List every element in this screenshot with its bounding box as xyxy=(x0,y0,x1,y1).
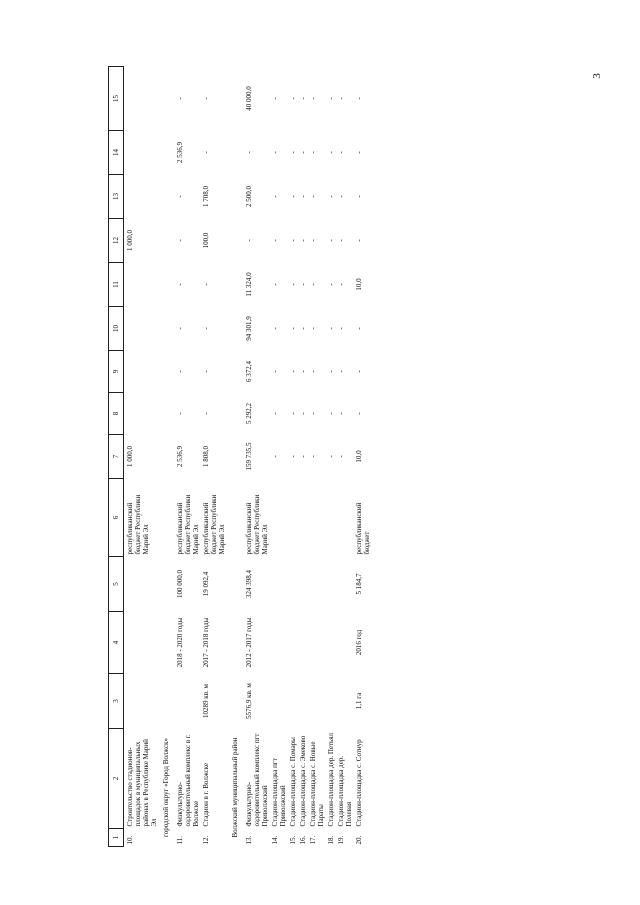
table-cell-c7: - xyxy=(288,455,297,458)
table-cell-c10: - xyxy=(298,327,307,330)
table-cell-c7: 1 808,0 xyxy=(202,446,211,467)
table-cell-c1: 11. xyxy=(176,836,185,845)
table-cell-c5: 19 092,4 xyxy=(202,571,211,597)
table-cell-c11: - xyxy=(270,283,279,286)
column-number-cell: 10 xyxy=(109,307,124,351)
table-cell-c2: Стадион-площадка с. Помары xyxy=(288,737,297,827)
table-cell-c9: - xyxy=(355,370,364,373)
table-cell-c11: - xyxy=(308,283,317,286)
table-cell-c7: - xyxy=(337,455,346,458)
table-cell-c13: - xyxy=(288,195,297,198)
table-cell-c1: 18. xyxy=(326,835,335,845)
table-cell-c1: 15. xyxy=(288,835,297,845)
table-cell-c3 xyxy=(174,674,200,729)
table-cell-c12: - xyxy=(326,239,335,242)
table-cell-c2: Стадион-площадка с. Сотнур xyxy=(355,739,364,827)
table-cell-c12: - xyxy=(270,239,279,242)
table-cell-c5 xyxy=(124,557,159,612)
table-cell-c3 xyxy=(297,674,307,729)
table-cell-c7: - xyxy=(308,455,317,458)
section-heading-row xyxy=(227,67,243,847)
table-cell-c2: Стадион в г. Волжске xyxy=(202,763,211,827)
table-cell-c15: - xyxy=(298,97,307,100)
table-body xyxy=(124,67,372,847)
table-cell-c15: - xyxy=(337,97,346,100)
table-cell-c2: Строительство стадионов-площадок в муниципальных районах в Республике Марий Эл xyxy=(126,739,159,827)
table-cell-c15 xyxy=(124,67,159,131)
table-cell-c14: - xyxy=(288,151,297,154)
table-cell-c15: - xyxy=(288,97,297,100)
table-cell-c14: - xyxy=(202,151,211,154)
table-row xyxy=(335,67,353,847)
column-number-cell: 1 xyxy=(109,829,124,847)
table-cell-c1: 12. xyxy=(202,835,211,845)
column-number-cell: 2 xyxy=(109,729,124,829)
table-cell-c9: - xyxy=(202,370,211,373)
table-cell-c1: 14. xyxy=(270,835,279,845)
table-cell-c13: - xyxy=(308,195,317,198)
table-cell-c9: - xyxy=(326,370,335,373)
table-cell-c2: Физкультурно-оздоровительный комплекс пгт Приволжский xyxy=(244,733,269,827)
table-cell-c2: Физкультурно-оздоровительный комплекс в г. Волжске xyxy=(176,734,201,827)
table-cell-c9: - xyxy=(308,370,317,373)
table-cell-c9: - xyxy=(298,370,307,373)
table-cell-c6 xyxy=(335,479,353,557)
table-row xyxy=(307,67,325,847)
table-cell-c8: - xyxy=(202,412,211,415)
table-cell-c4 xyxy=(307,612,325,674)
page-number: 3 xyxy=(590,73,603,79)
table-cell-c12: 100,0 xyxy=(202,232,211,249)
table-cell-c8: - xyxy=(337,412,346,415)
table-cell-c6: республиканский бюджет Республики Марий Эл xyxy=(202,494,227,555)
table-cell-c11: - xyxy=(202,283,211,286)
table-cell-c3: 1,1 га xyxy=(355,692,364,710)
table-cell-c6 xyxy=(325,479,335,557)
data-table xyxy=(108,66,371,847)
table-cell-c4: 2018 - 2020 годы xyxy=(176,617,185,668)
table-cell-c2: Стадион-площадка дер. Полевая xyxy=(337,755,354,827)
table-cell-c8: - xyxy=(308,412,317,415)
table-cell-c9: 6 372,4 xyxy=(244,361,253,382)
table-cell-c14: - xyxy=(298,151,307,154)
table-cell-c7: - xyxy=(326,455,335,458)
table-cell-c7: 10,0 xyxy=(355,450,364,463)
table-cell-c9: - xyxy=(337,370,346,373)
table-cell-c11: - xyxy=(337,283,346,286)
table-cell-c11: 10,0 xyxy=(355,278,364,291)
column-number-cell: 9 xyxy=(109,351,124,393)
table-cell-c8: - xyxy=(288,412,297,415)
table-cell-c4 xyxy=(269,612,287,674)
table-cell-c12: - xyxy=(244,239,253,242)
table-cell-c1: 10. xyxy=(126,835,134,845)
table-row xyxy=(200,67,226,847)
table-cell-c8: 5 292,2 xyxy=(244,403,253,424)
table-cell-c13: - xyxy=(326,195,335,198)
table-cell-c6: республиканский бюджет Республики Марий Эл xyxy=(126,494,151,555)
table-cell-c1: 16. xyxy=(298,835,307,845)
table-cell-c7: 2 536,9 xyxy=(176,446,185,467)
table-cell-c6 xyxy=(297,479,307,557)
table-cell-c8: - xyxy=(355,412,364,415)
table-cell-c5 xyxy=(325,557,335,612)
table-cell-c10: - xyxy=(355,327,364,330)
table-container xyxy=(108,67,608,847)
table-cell-c12: - xyxy=(355,239,364,242)
table-cell-c12: - xyxy=(337,239,346,242)
table-cell-c10: - xyxy=(202,327,211,330)
table-cell-c10: - xyxy=(176,327,185,330)
table-cell-c14: 2 536,9 xyxy=(176,142,185,163)
table-cell-c9: - xyxy=(288,370,297,373)
table-cell-c14 xyxy=(124,131,159,175)
table-cell-c15: 40 000,0 xyxy=(244,86,253,111)
table-row xyxy=(325,67,335,847)
table-row xyxy=(353,67,371,847)
table-cell-c3 xyxy=(307,674,325,729)
table-cell-c4: 2012 - 2017 годы xyxy=(244,617,253,668)
table-cell-c4 xyxy=(124,612,159,674)
table-cell-c5 xyxy=(307,557,325,612)
column-number-row xyxy=(109,67,124,847)
table-cell-c12: - xyxy=(288,239,297,242)
table-cell-c13: 2 500,0 xyxy=(244,186,253,207)
table-cell-c11 xyxy=(124,263,159,307)
table-cell-c12: 1 000,0 xyxy=(126,230,134,251)
column-number-cell: 7 xyxy=(109,435,124,479)
table-cell-c8: - xyxy=(298,412,307,415)
table-cell-c3 xyxy=(287,674,297,729)
table-cell-c15: - xyxy=(308,97,317,100)
table-cell-c8: - xyxy=(270,412,279,415)
table-cell-c2: Стадион-площадка дер. Петьял xyxy=(326,733,335,827)
table-cell-c9: - xyxy=(270,370,279,373)
table-cell-c3: 5576,9 кв. м xyxy=(244,683,253,719)
table-cell-c12: - xyxy=(176,239,185,242)
table-cell-c4 xyxy=(325,612,335,674)
table-cell-c11: - xyxy=(176,283,185,286)
column-number-cell: 3 xyxy=(109,674,124,729)
table-cell-c13: - xyxy=(337,195,346,198)
column-number-cell: 15 xyxy=(109,67,124,131)
table-cell-c3 xyxy=(325,674,335,729)
table-cell-c6 xyxy=(307,479,325,557)
table-cell-c11: 11 324,0 xyxy=(244,272,253,297)
table-row xyxy=(287,67,297,847)
table-cell-c10: - xyxy=(308,327,317,330)
table-cell-c8 xyxy=(124,393,159,435)
table-cell-c3 xyxy=(124,674,159,729)
table-cell-c5: 5 184,7 xyxy=(355,573,364,595)
table-cell-c14: - xyxy=(244,151,253,154)
table-cell-c4 xyxy=(287,612,297,674)
column-number-cell: 5 xyxy=(109,557,124,612)
table-cell-c2: Стадион-площадка с. Эмеково xyxy=(298,735,307,827)
table-row xyxy=(297,67,307,847)
section-heading: Волжский муниципальный район xyxy=(230,737,239,838)
section-heading: городской округ «Город Волжск» xyxy=(162,738,171,837)
table-cell-c4 xyxy=(297,612,307,674)
table-cell-c13: 1 708,0 xyxy=(202,186,211,207)
table-cell-c5 xyxy=(287,557,297,612)
table-row xyxy=(269,67,287,847)
table-cell-c14: - xyxy=(270,151,279,154)
table-cell-c8: - xyxy=(326,412,335,415)
table-cell-c13: - xyxy=(355,195,364,198)
table-cell-c1: 17. xyxy=(308,835,317,845)
table-cell-c13: - xyxy=(298,195,307,198)
table-cell-c6: республиканский бюджет Республики Марий Эл xyxy=(244,494,269,555)
table-cell-c10 xyxy=(124,307,159,351)
table-cell-c1: 13. xyxy=(244,835,253,845)
table-cell-c13: - xyxy=(176,195,185,198)
table-cell-c3: 10289 кв. м xyxy=(202,684,211,718)
table-cell-c7: - xyxy=(298,455,307,458)
table-cell-c7: 1 000,0 xyxy=(126,446,134,467)
table-cell-c3 xyxy=(335,674,353,729)
column-number-cell: 14 xyxy=(109,131,124,175)
table-cell-c7: 159 735,5 xyxy=(244,442,253,471)
table-cell-c10: - xyxy=(337,327,346,330)
table-cell-c5: 100 000,0 xyxy=(176,570,185,598)
section-heading-row xyxy=(158,67,174,847)
table-cell-c2: Стадион-площадка пгт Приволжский xyxy=(270,758,287,827)
table-cell-c15: - xyxy=(326,97,335,100)
table-cell-c4: 2016 год xyxy=(355,629,364,656)
table-row xyxy=(174,67,200,847)
table-cell-c4 xyxy=(335,612,353,674)
column-number-cell: 6 xyxy=(109,479,124,557)
table-cell-c1: 20. xyxy=(355,835,364,845)
table-cell-c6: республиканский бюджет xyxy=(355,502,372,555)
table-cell-c5: 324 398,4 xyxy=(244,570,253,598)
table-row xyxy=(124,67,159,847)
column-number-cell: 11 xyxy=(109,263,124,307)
table-cell-c9 xyxy=(124,351,159,393)
table-cell-c10: - xyxy=(270,327,279,330)
table-cell-c13 xyxy=(124,175,159,219)
table-cell-c6: республиканский бюджет Республики Марий Эл xyxy=(176,494,201,555)
table-cell-c10: - xyxy=(288,327,297,330)
table-row xyxy=(243,67,269,847)
table-cell-c3 xyxy=(269,674,287,729)
table-cell-c6 xyxy=(269,479,287,557)
table-cell-c10: 94 301,9 xyxy=(244,316,253,341)
column-number-cell: 8 xyxy=(109,393,124,435)
table-cell-c7: - xyxy=(270,455,279,458)
table-cell-c5 xyxy=(335,557,353,612)
table-cell-c15: - xyxy=(202,97,211,100)
table-cell-c1: 19. xyxy=(337,835,346,845)
column-number-cell: 4 xyxy=(109,612,124,674)
table-cell-c10: - xyxy=(326,327,335,330)
table-cell-c12: - xyxy=(308,239,317,242)
column-number-cell: 13 xyxy=(109,175,124,219)
table-cell-c13: - xyxy=(270,195,279,198)
table-cell-c15: - xyxy=(270,97,279,100)
table-cell-c2: Стадион-площадка с. Новые Параты xyxy=(308,741,325,827)
table-cell-c11: - xyxy=(326,283,335,286)
table-cell-c14: - xyxy=(337,151,346,154)
table-cell-c14: - xyxy=(326,151,335,154)
table-cell-c12: - xyxy=(298,239,307,242)
table-cell-c5 xyxy=(269,557,287,612)
column-number-cell: 12 xyxy=(109,219,124,263)
table-cell-c14: - xyxy=(355,151,364,154)
table-cell-c15: - xyxy=(355,97,364,100)
table-cell-c11: - xyxy=(288,283,297,286)
table-cell-c4: 2017 - 2018 годы xyxy=(202,617,211,668)
table-cell-c6 xyxy=(287,479,297,557)
table-cell-c15: - xyxy=(176,97,185,100)
table-cell-c14: - xyxy=(308,151,317,154)
table-cell-c9: - xyxy=(176,370,185,373)
table-cell-c8: - xyxy=(176,412,185,415)
table-cell-c5 xyxy=(297,557,307,612)
table-cell-c11: - xyxy=(298,283,307,286)
